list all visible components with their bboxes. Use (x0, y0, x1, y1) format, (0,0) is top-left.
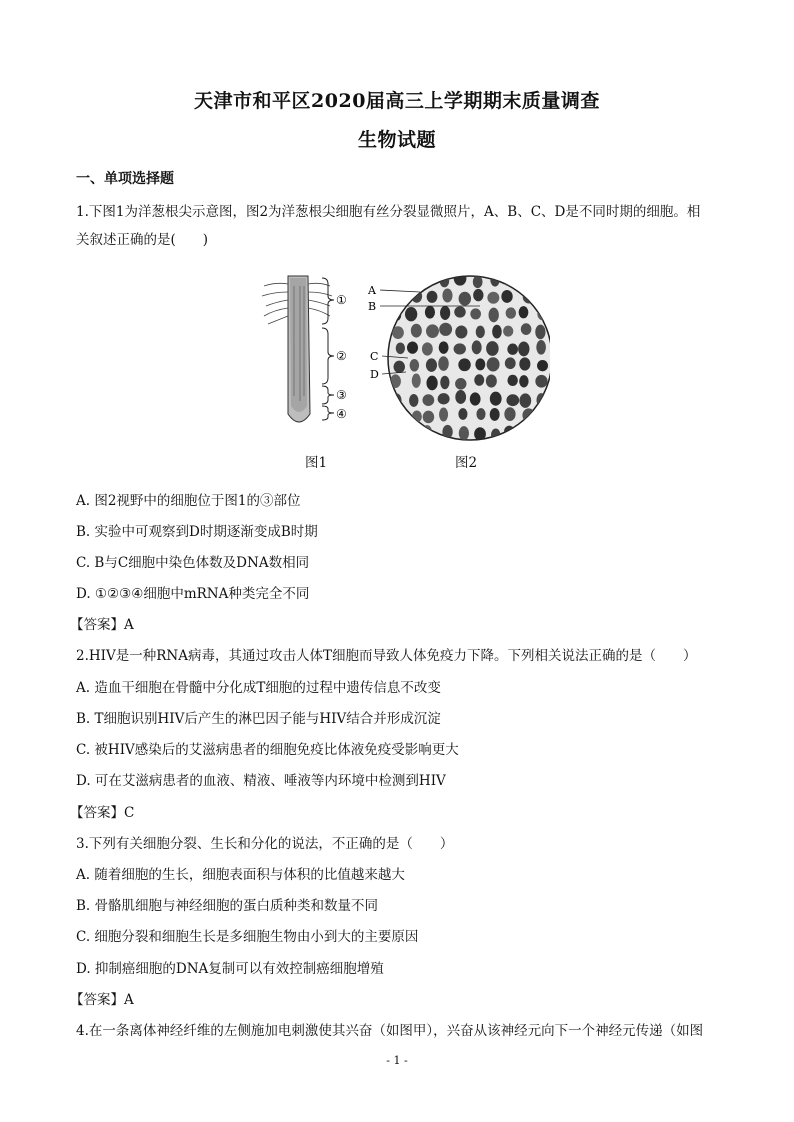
micrograph-cell (503, 274, 513, 286)
micrograph-cell (472, 340, 482, 354)
onion-root-diagram (250, 266, 550, 446)
micrograph-cell (518, 341, 529, 356)
page-number: - 1 - (386, 1054, 408, 1067)
micrograph-cell (458, 358, 470, 371)
micrograph-cell (391, 427, 401, 441)
micrograph-cell (473, 289, 483, 301)
micrograph-cell (438, 356, 449, 371)
micrograph-cell (409, 394, 418, 407)
page-subtitle: 生物试题 (357, 129, 436, 151)
micrograph-cell (422, 342, 433, 355)
question-2-line-1: 2.HIV是一种RNA病毒，其通过攻击人体T细胞而导致人体免疫力下降。下列相关说法正确的是（ ） (76, 648, 697, 664)
micrograph-cell (486, 341, 499, 356)
micrograph-drawing (380, 271, 550, 442)
section-heading: 一、单项选择题 (76, 171, 174, 187)
question-1-option-d: D. ①②③④细胞中mRNA种类完全不同 (76, 586, 310, 602)
micrograph-cell (539, 273, 549, 286)
micrograph-cell (426, 324, 439, 338)
micrograph-cell (476, 408, 485, 420)
micrograph-cell (426, 358, 437, 371)
micrograph-cell (503, 326, 513, 337)
micrograph-cell (439, 408, 448, 422)
micrograph-cell (442, 425, 452, 439)
figure-1-caption: 图1 (305, 455, 328, 471)
micrograph-cell (422, 394, 434, 406)
question-3-line-1: 3.下列有关细胞分裂、生长和分化的说法，不正确的是（ ） (76, 836, 454, 852)
micrograph-cell (521, 323, 532, 335)
micrograph-cell (505, 357, 516, 369)
micrograph-cell (392, 408, 403, 420)
micrograph-cell (439, 323, 452, 336)
micrograph-cell (489, 308, 499, 323)
fig2-label-C: C (370, 350, 379, 363)
micrograph-cell (536, 340, 546, 355)
micrograph-cell (519, 393, 531, 407)
micrograph-cell (438, 393, 450, 404)
micrograph-cell (408, 272, 421, 285)
question-1-option-c: C. B与C细胞中染色体数及DNA数相同 (76, 555, 310, 571)
micrograph-cell (412, 373, 421, 387)
micrograph-cell (523, 290, 535, 303)
question-3-answer: 【答案】A (70, 992, 134, 1008)
micrograph-cell (407, 341, 418, 353)
root-tip-drawing (262, 276, 334, 422)
micrograph-cell (506, 394, 519, 406)
micrograph-cell (506, 307, 516, 318)
question-2-option-b: B. T细胞识别HIV后产生的淋巴因子能与HIV结合并形成沉淀 (76, 711, 441, 727)
question-3-option-d: D. 抑制癌细胞的DNA复制可以有效控制癌细胞增殖 (76, 961, 384, 977)
question-2-answer: 【答案】C (70, 805, 135, 821)
micrograph-cell (458, 408, 467, 420)
micrograph-cell (423, 411, 435, 424)
fig1-label-2: ② (336, 349, 347, 363)
micrograph-cell (535, 426, 547, 438)
micrograph-cell (390, 374, 401, 388)
micrograph-cell (501, 290, 512, 303)
onion-root-figure (250, 266, 550, 446)
micrograph-cell (394, 361, 405, 373)
micrograph-cell (396, 342, 405, 354)
micrograph-cell (492, 325, 502, 339)
question-2-option-c: C. 被HIV感染后的艾滋病患者的细胞免疫比体液免疫受影响更大 (76, 742, 459, 758)
micrograph-cell (455, 390, 466, 404)
fig2-label-D: D (370, 368, 379, 381)
micrograph-cell (455, 378, 466, 390)
micrograph-cell (519, 375, 528, 387)
micrograph-cell (519, 357, 530, 370)
question-1-answer: 【答案】A (70, 617, 134, 633)
fig1-label-3: ③ (336, 388, 347, 402)
micrograph-cell (426, 376, 437, 391)
micrograph-cell (475, 358, 485, 370)
micrograph-cell (422, 425, 432, 439)
micrograph-cell (470, 308, 481, 319)
micrograph-cell (392, 326, 404, 339)
micrograph-cell (486, 374, 497, 387)
question-2-option-a: A. 造血干细胞在骨髓中分化成T细胞的过程中遗传信息不改变 (76, 680, 441, 696)
micrograph-cell (474, 374, 484, 385)
micrograph-cell (425, 306, 435, 319)
question-1-line-2: 关叙述正确的是( ) (76, 232, 209, 248)
micrograph-cell (537, 360, 548, 371)
micrograph-cell (490, 408, 500, 421)
micrograph-cell (476, 326, 485, 338)
micrograph-cell (504, 407, 515, 421)
micrograph-cell (520, 272, 529, 287)
micrograph-cell (535, 375, 547, 388)
question-4-line-1: 4.在一条离体神经纤维的左侧施加电刺激使其兴奋（如图甲），兴奋从该神经元向下一个神经元传递（如图 (76, 1023, 704, 1039)
question-3-option-b: B. 骨骼肌细胞与神经细胞的蛋白质种类和数量不同 (76, 898, 379, 914)
figure-2-caption: 图2 (455, 455, 478, 471)
micrograph-cell (473, 275, 483, 288)
micrograph-cell (487, 357, 500, 371)
micrograph-cell (504, 426, 514, 438)
micrograph-cell (519, 426, 529, 438)
question-3-option-c: C. 细胞分裂和细胞生长是多细胞生物由小到大的主要原因 (76, 929, 419, 945)
fig2-label-A: A (368, 284, 376, 297)
micrograph-cell (470, 392, 481, 405)
micrograph-cell (459, 292, 471, 306)
micrograph-cell (534, 408, 544, 421)
micrograph-cell (459, 426, 469, 440)
micrograph-cell (487, 292, 499, 304)
question-2-option-d: D. 可在艾滋病患者的血液、精液、唾液等内环境中检测到HIV (76, 773, 446, 789)
micrograph-cell (440, 306, 450, 320)
micrograph-cell (533, 292, 546, 304)
micrograph-cell (454, 271, 467, 286)
micrograph-cell (535, 325, 545, 340)
fig1-label-1: ① (336, 293, 347, 307)
micrograph-cell (519, 306, 529, 318)
question-1-option-a: A. 图2视野中的细胞位于图1的③部位 (76, 493, 301, 509)
question-1-option-b: B. 实验中可观察到D时期逐渐变成B时期 (76, 524, 318, 540)
micrograph-cell (507, 375, 517, 386)
micrograph-cell (408, 425, 418, 440)
micrograph-cell (423, 275, 435, 286)
micrograph-cell (405, 307, 417, 321)
fig2-label-B: B (368, 300, 377, 313)
micrograph-cell (507, 344, 518, 355)
micrograph-cell (490, 272, 500, 287)
question-1-line-1: 1.下图1为洋葱根尖示意图，图2为洋葱根尖细胞有丝分裂显微照片，A、B、C、D是不同时期的细胞。相 (76, 204, 701, 220)
micrograph-cell (393, 274, 402, 286)
micrograph-cell (410, 359, 419, 372)
micrograph-cell (454, 343, 466, 354)
fig1-label-4: ④ (336, 407, 347, 421)
micrograph-cell (440, 376, 449, 390)
micrograph-cell (411, 324, 422, 338)
micrograph-cell (439, 341, 449, 354)
micrograph-cell (474, 427, 486, 440)
question-3-option-a: A. 随着细胞的生长，细胞表面积与体积的比值越来越大 (76, 867, 405, 883)
micrograph-cell (490, 392, 502, 406)
micrograph-cell (442, 288, 452, 302)
page-title: 天津市和平区2020届高三上学期期末质量调查 (194, 90, 600, 112)
micrograph-cell (455, 325, 467, 338)
micrograph-cell (427, 291, 438, 303)
micrograph-cell (454, 306, 465, 317)
